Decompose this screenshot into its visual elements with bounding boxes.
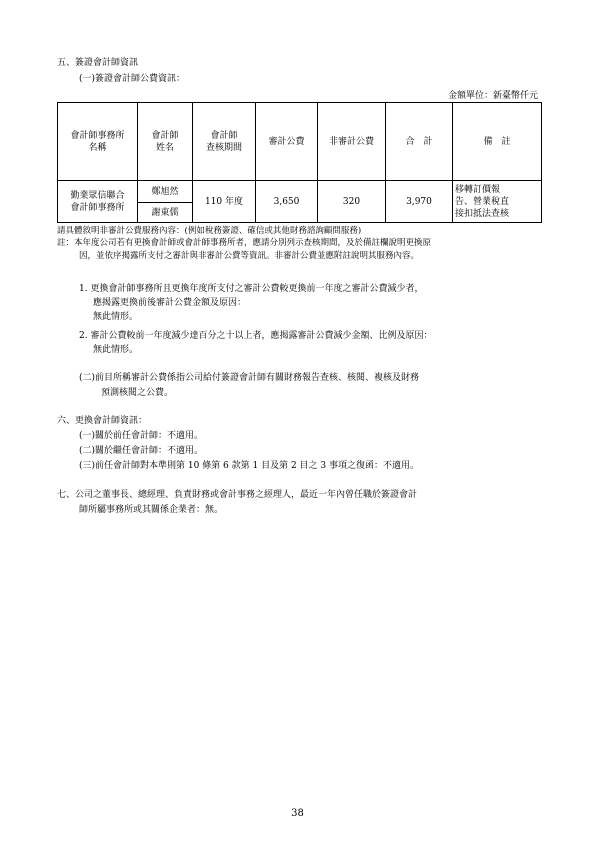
- cell-total: 3,970: [386, 181, 453, 223]
- cell-non-audit-fee: 320: [318, 181, 386, 223]
- item1-line2: 應揭露更換前後審計公費金額及原因：: [93, 298, 247, 308]
- header-firm: [58, 103, 138, 181]
- header-firm-line2: 名稱: [88, 142, 107, 153]
- header-accountant-line2: 姓名: [155, 142, 174, 153]
- section6-title: 六、更換會計師資訊：: [57, 416, 148, 426]
- header-audit-fee: 審計公費: [256, 103, 318, 181]
- unit-label: 金額單位：新臺幣仟元: [447, 91, 538, 101]
- header-period-line1: 會計師: [210, 130, 238, 141]
- section6-item-b: (二)關於繼任會計師：不適用。: [79, 446, 204, 456]
- header-accountant-line1: 會計師: [151, 130, 179, 141]
- header-non-audit-fee: 非審計公費: [318, 103, 386, 181]
- para2-line1: (二)前目所稱審計公費係指公司給付簽證會計師有關財務報告查核、核閱、複核及財務: [79, 373, 420, 383]
- section6-item-c: (三)前任會計師對本準則第 10 條第 6 款第 1 目及第 2 目之 3 事項之復函：不適用。: [79, 461, 419, 471]
- note-line-2: 因，並依序揭露所支付之審計與非審計公費等資訊。非審計公費並應附註說明其服務內容。: [79, 251, 420, 261]
- header-firm-line1: 會計師事務所: [70, 130, 125, 141]
- cell-remarks-line1: 移轉訂價報: [455, 184, 501, 195]
- section7-line1: 七、公司之董事長、總經理、負責財務或會計事務之經理人，最近一年內曾任職於簽證會計: [57, 490, 418, 500]
- cell-firm-line2: 會計師事務所: [70, 202, 125, 213]
- para2-line2: 預測核閱之公費。: [101, 388, 174, 398]
- header-period-line2: 查核期間: [205, 142, 242, 153]
- table-header-row: [58, 103, 542, 181]
- item1-line1: 1. 更換會計師事務所且更換年度所支付之審計公費較更換前一年度之審計公費減少者，: [79, 284, 424, 294]
- section6-item-a: (一)關於前任會計師：不適用。: [79, 431, 204, 441]
- cell-remarks: [453, 181, 542, 223]
- note-service-content: 請具體敘明非審計公費服務內容：(例如稅務簽證、確信或其他財務諮詢顧問服務): [57, 226, 362, 236]
- cell-audit-fee: 3,650: [256, 181, 318, 223]
- audit-fee-table: [57, 102, 542, 223]
- cell-remarks-line2: 告、營業稅直: [455, 196, 510, 207]
- header-total: 合 計: [386, 103, 453, 181]
- cell-accountant-1: 鄭旭然: [138, 181, 193, 203]
- note-line-1: 註：本年度公司若有更換會計師或會計師事務所者，應請分別列示查核期間，及於備註欄說明更換原: [57, 238, 432, 248]
- table-row: [58, 181, 542, 203]
- cell-accountant-2: 謝東儒: [138, 203, 193, 223]
- cell-remarks-line3: 接扣抵法查核: [455, 208, 510, 219]
- section5-subtitle: (一)簽證會計師公費資訊：: [79, 74, 186, 84]
- section5-title: 五、簽證會計師資訊: [57, 58, 139, 68]
- cell-period: 110 年度: [193, 181, 256, 223]
- cell-firm: [58, 181, 138, 223]
- header-period: [193, 103, 256, 181]
- page-number: 38: [291, 808, 304, 819]
- item2-line1: 2. 審計公費較前一年度減少達百分之十以上者，應揭露審計公費減少金額、比例及原因：: [79, 331, 433, 341]
- item1-line3: 無此情形。: [93, 312, 139, 322]
- header-remarks: 備 註: [453, 103, 542, 181]
- header-accountant: [138, 103, 193, 181]
- item2-line2: 無此情形。: [93, 345, 139, 355]
- cell-firm-line1: 勤業眾信聯合: [70, 190, 125, 201]
- section7-line2: 師所屬事務所或其關係企業者：無。: [79, 505, 224, 515]
